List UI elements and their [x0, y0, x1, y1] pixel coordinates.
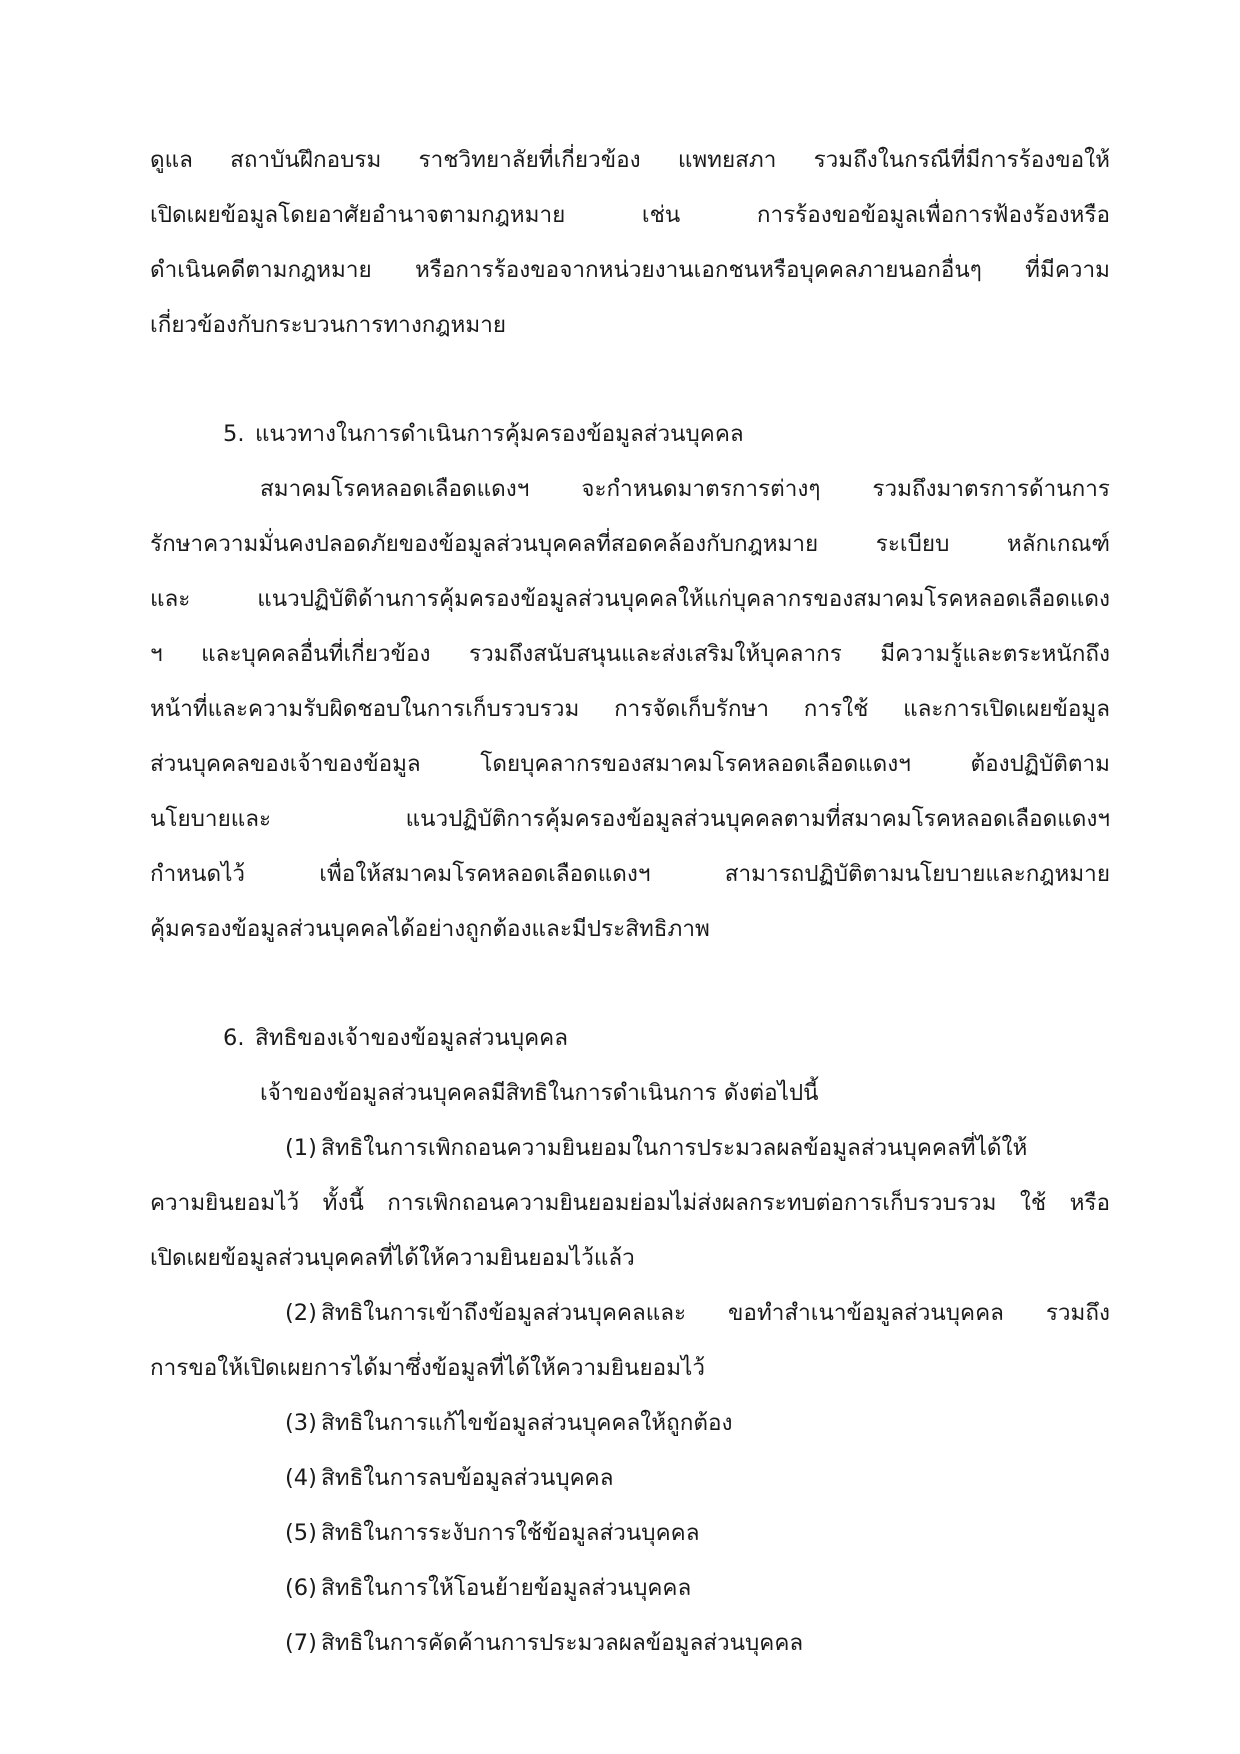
- rights-item-number: (5): [285, 1520, 317, 1546]
- section-5-line: และ แนวปฏิบัติด้านการคุ้มครองข้อมูลส่วนบุคคลให้แก่บุคลากรของสมาคมโรคหลอดเลือดแดง: [150, 586, 1110, 612]
- rights-item-text: สิทธิในการเข้าถึงข้อมูลส่วนบุคคลและ ขอทำสำเนาข้อมูลส่วนบุคคล รวมถึง: [321, 1300, 1110, 1326]
- section-5-line: หน้าที่และความรับผิดชอบในการเก็บรวบรวม การจัดเก็บรักษา การใช้ และการเปิดเผยข้อมูล: [150, 696, 1110, 722]
- section-5: [150, 407, 1110, 957]
- section-6-title: สิทธิของเจ้าของข้อมูลส่วนบุคคล: [255, 1025, 569, 1051]
- section-5-line: คุ้มครองข้อมูลส่วนบุคคลได้อย่างถูกต้องและมีประสิทธิภาพ: [150, 916, 710, 942]
- intro-line: เปิดเผยข้อมูลโดยอาศัยอำนาจตามกฎหมาย เช่น การร้องขอข้อมูลเพื่อการฟ้องร้องหรือ: [150, 202, 1110, 228]
- rights-item-text: สิทธิในการระงับการใช้ข้อมูลส่วนบุคคล: [321, 1520, 700, 1546]
- rights-item-3: [150, 1396, 1110, 1451]
- section-5-line: รักษาความมั่นคงปลอดภัยของข้อมูลส่วนบุคคลที่สอดคล้องกับกฎหมาย ระเบียบ หลักเกณฑ์: [150, 531, 1110, 557]
- rights-item-number: (3): [285, 1410, 317, 1436]
- section-5-line: สมาคมโรคหลอดเลือดแดงฯ จะกำหนดมาตรการต่างๆ รวมถึงมาตรการด้านการ: [260, 476, 1110, 502]
- intro-line: ดูแล สถาบันฝึกอบรม ราชวิทยาลัยที่เกี่ยวข้อง แพทยสภา รวมถึงในกรณีที่มีการร้องขอให้: [150, 147, 1110, 173]
- rights-item-text: สิทธิในการคัดค้านการประมวลผลข้อมูลส่วนบุคคล: [321, 1630, 804, 1656]
- intro-line: ดำเนินคดีตามกฎหมาย หรือการร้องขอจากหน่วยงานเอกชนหรือบุคคลภายนอกอื่นๆ ที่มีความ: [150, 257, 1110, 283]
- rights-item-6: [150, 1561, 1110, 1616]
- rights-item-5: [150, 1506, 1110, 1561]
- document-body: [150, 133, 1110, 1671]
- rights-item-number: (2): [285, 1300, 317, 1326]
- rights-item-number: (6): [285, 1575, 317, 1601]
- section-5-number: 5.: [223, 421, 245, 447]
- rights-item-text: สิทธิในการให้โอนย้ายข้อมูลส่วนบุคคล: [321, 1575, 692, 1601]
- rights-item-line: เปิดเผยข้อมูลส่วนบุคคลที่ได้ให้ความยินยอมไว้แล้ว: [150, 1245, 635, 1271]
- rights-item-4: [150, 1451, 1110, 1506]
- section-6-intro: เจ้าของข้อมูลส่วนบุคคลมีสิทธิในการดำเนินการ ดังต่อไปนี้: [260, 1080, 819, 1106]
- intro-paragraph: [150, 133, 1110, 353]
- spacer: [150, 957, 1110, 1011]
- section-6-number: 6.: [223, 1025, 245, 1051]
- section-5-line: ส่วนบุคคลของเจ้าของข้อมูล โดยบุคลากรของสมาคมโรคหลอดเลือดแดงฯ ต้องปฏิบัติตาม: [150, 751, 1110, 777]
- intro-line: เกี่ยวข้องกับกระบวนการทางกฎหมาย: [150, 312, 507, 338]
- spacer: [150, 353, 1110, 407]
- section-5-line: นโยบายและ แนวปฏิบัติการคุ้มครองข้อมูลส่วนบุคคลตามที่สมาคมโรคหลอดเลือดแดงฯ: [150, 806, 1110, 832]
- rights-item-1: [150, 1121, 1110, 1176]
- section-5-line: กำหนดไว้ เพื่อให้สมาคมโรคหลอดเลือดแดงฯ สามารถปฏิบัติตามนโยบายและกฎหมาย: [150, 861, 1110, 887]
- rights-item-number: (1): [285, 1135, 317, 1161]
- section-5-title: แนวทางในการดำเนินการคุ้มครองข้อมูลส่วนบุคคล: [255, 421, 744, 447]
- rights-item-line: การขอให้เปิดเผยการได้มาซึ่งข้อมูลที่ได้ให้ความยินยอมไว้: [150, 1355, 705, 1381]
- rights-item-text: สิทธิในการเพิกถอนความยินยอมในการประมวลผลข้อมูลส่วนบุคคลที่ได้ให้: [321, 1135, 1028, 1161]
- section-5-line: ฯ และบุคคลอื่นที่เกี่ยวข้อง รวมถึงสนับสนุนและส่งเสริมให้บุคลากร มีความรู้และตระหนักถึง: [150, 641, 1110, 667]
- rights-item-number: (4): [285, 1465, 317, 1491]
- rights-item-2: [150, 1286, 1110, 1341]
- section-5-heading: [150, 407, 1110, 462]
- rights-item-text: สิทธิในการลบข้อมูลส่วนบุคคล: [321, 1465, 614, 1491]
- section-6-heading: [150, 1011, 1110, 1066]
- rights-item-7: [150, 1616, 1110, 1671]
- section-6: [150, 1011, 1110, 1671]
- rights-item-number: (7): [285, 1630, 317, 1656]
- rights-item-text: สิทธิในการแก้ไขข้อมูลส่วนบุคคลให้ถูกต้อง: [321, 1410, 733, 1436]
- rights-item-line: ความยินยอมไว้ ทั้งนี้ การเพิกถอนความยินยอมย่อมไม่ส่งผลกระทบต่อการเก็บรวบรวม ใช้ หรือ: [150, 1190, 1110, 1216]
